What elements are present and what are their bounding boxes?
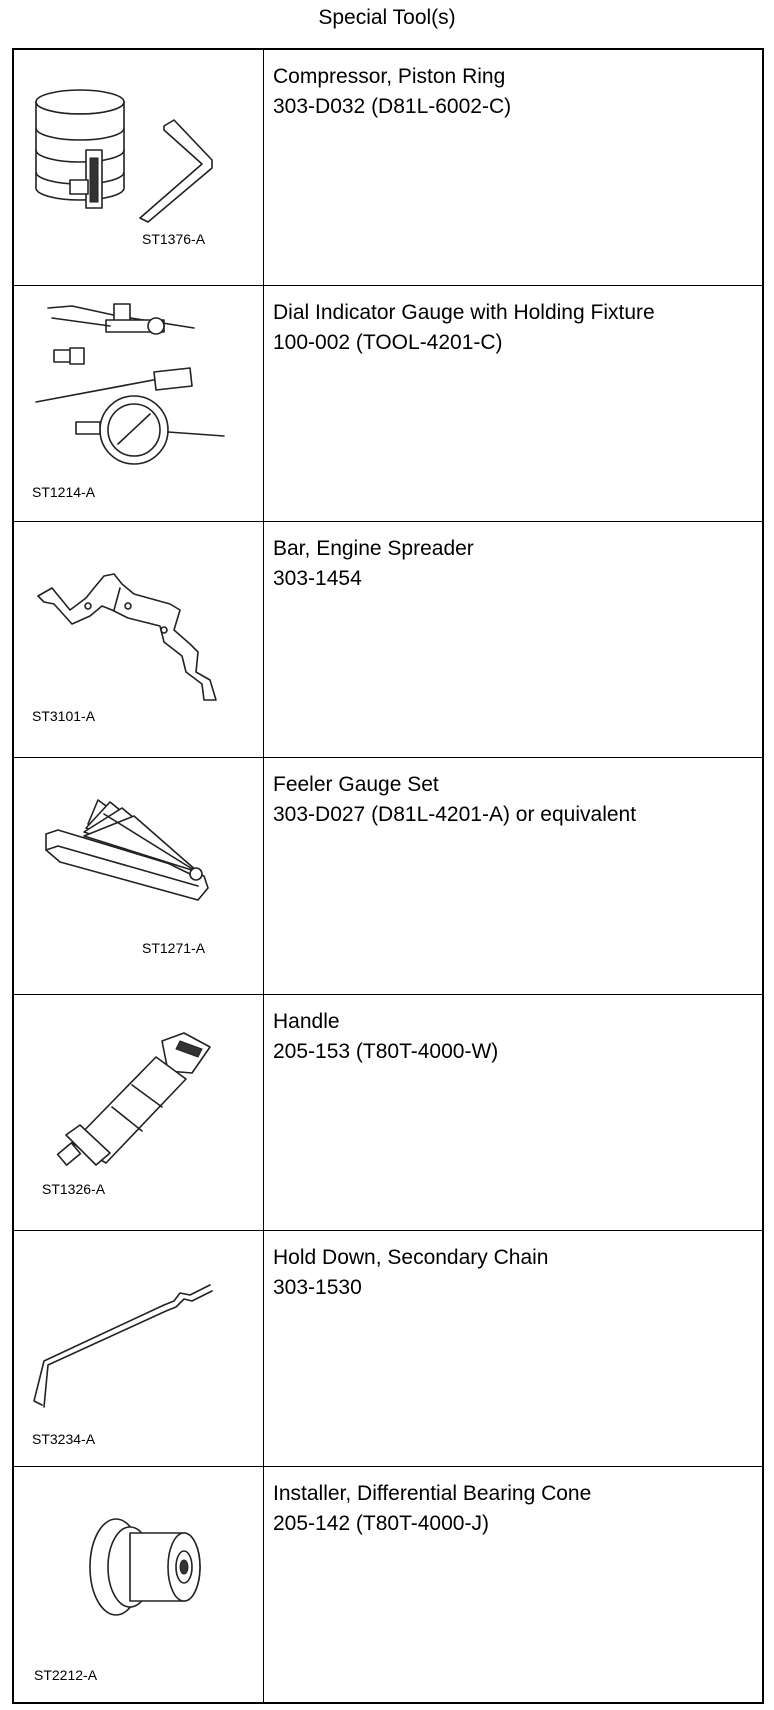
tool-image-code: ST1214-A [32, 483, 96, 500]
page-title: Special Tool(s) [318, 6, 456, 29]
tool-description-cell [264, 758, 764, 994]
tool-name: Feeler Gauge Set [273, 773, 439, 797]
tool-name: Compressor, Piston Ring [273, 65, 506, 88]
tool-part-number: 100-002 (TOOL-4201-C) [273, 330, 503, 354]
table-row [13, 1230, 763, 1466]
piston-ring-compressor-icon [14, 50, 263, 286]
tool-image-cell [13, 758, 264, 994]
tool-image-code: ST1326-A [42, 1180, 106, 1197]
tool-image-code: ST1376-A [142, 231, 206, 247]
tool-part-number: 303-D027 (D81L-4201-A) or equivalent [273, 803, 637, 827]
tool-description-cell [264, 1467, 764, 1703]
feeler-gauge-set-icon [14, 758, 263, 994]
tool-description-cell [264, 522, 764, 758]
tool-image-cell [13, 994, 264, 1230]
tool-image-cell [13, 285, 264, 521]
tool-part-number: 303-D032 (D81L-6002-C) [273, 95, 512, 118]
tool-image-cell [13, 522, 264, 758]
tool-part-number: 205-142 (T80T-4000-J) [273, 1512, 489, 1536]
tool-image-code: ST2212-A [34, 1667, 98, 1684]
table-row [13, 49, 763, 285]
tool-image-code: ST3234-A [32, 1430, 96, 1447]
tool-description-cell [264, 49, 764, 285]
table-row [13, 758, 763, 994]
table-row [13, 522, 763, 758]
tool-image-cell [13, 49, 264, 285]
tool-name: Hold Down, Secondary Chain [273, 1245, 549, 1269]
tool-image-code: ST1271-A [142, 940, 206, 957]
tool-name: Installer, Differential Bearing Cone [273, 1482, 592, 1506]
tool-name: Bar, Engine Spreader [273, 537, 474, 561]
tool-description-cell [264, 1230, 764, 1466]
tool-part-number: 205-153 (T80T-4000-W) [273, 1039, 499, 1063]
special-tools-table [12, 48, 764, 1704]
tool-image-cell [13, 1467, 264, 1703]
tool-description-cell [264, 285, 764, 521]
tool-part-number: 303-1454 [273, 567, 362, 591]
tool-image-code: ST3101-A [32, 708, 96, 725]
table-row [13, 285, 763, 521]
tool-name: Handle [273, 1009, 340, 1033]
table-row [13, 1467, 763, 1703]
tool-part-number: 303-1530 [273, 1275, 362, 1299]
tool-name: Dial Indicator Gauge with Holding Fixture [273, 300, 655, 324]
table-row [13, 994, 763, 1230]
tool-image-cell [13, 1230, 264, 1466]
tool-description-cell [264, 994, 764, 1230]
